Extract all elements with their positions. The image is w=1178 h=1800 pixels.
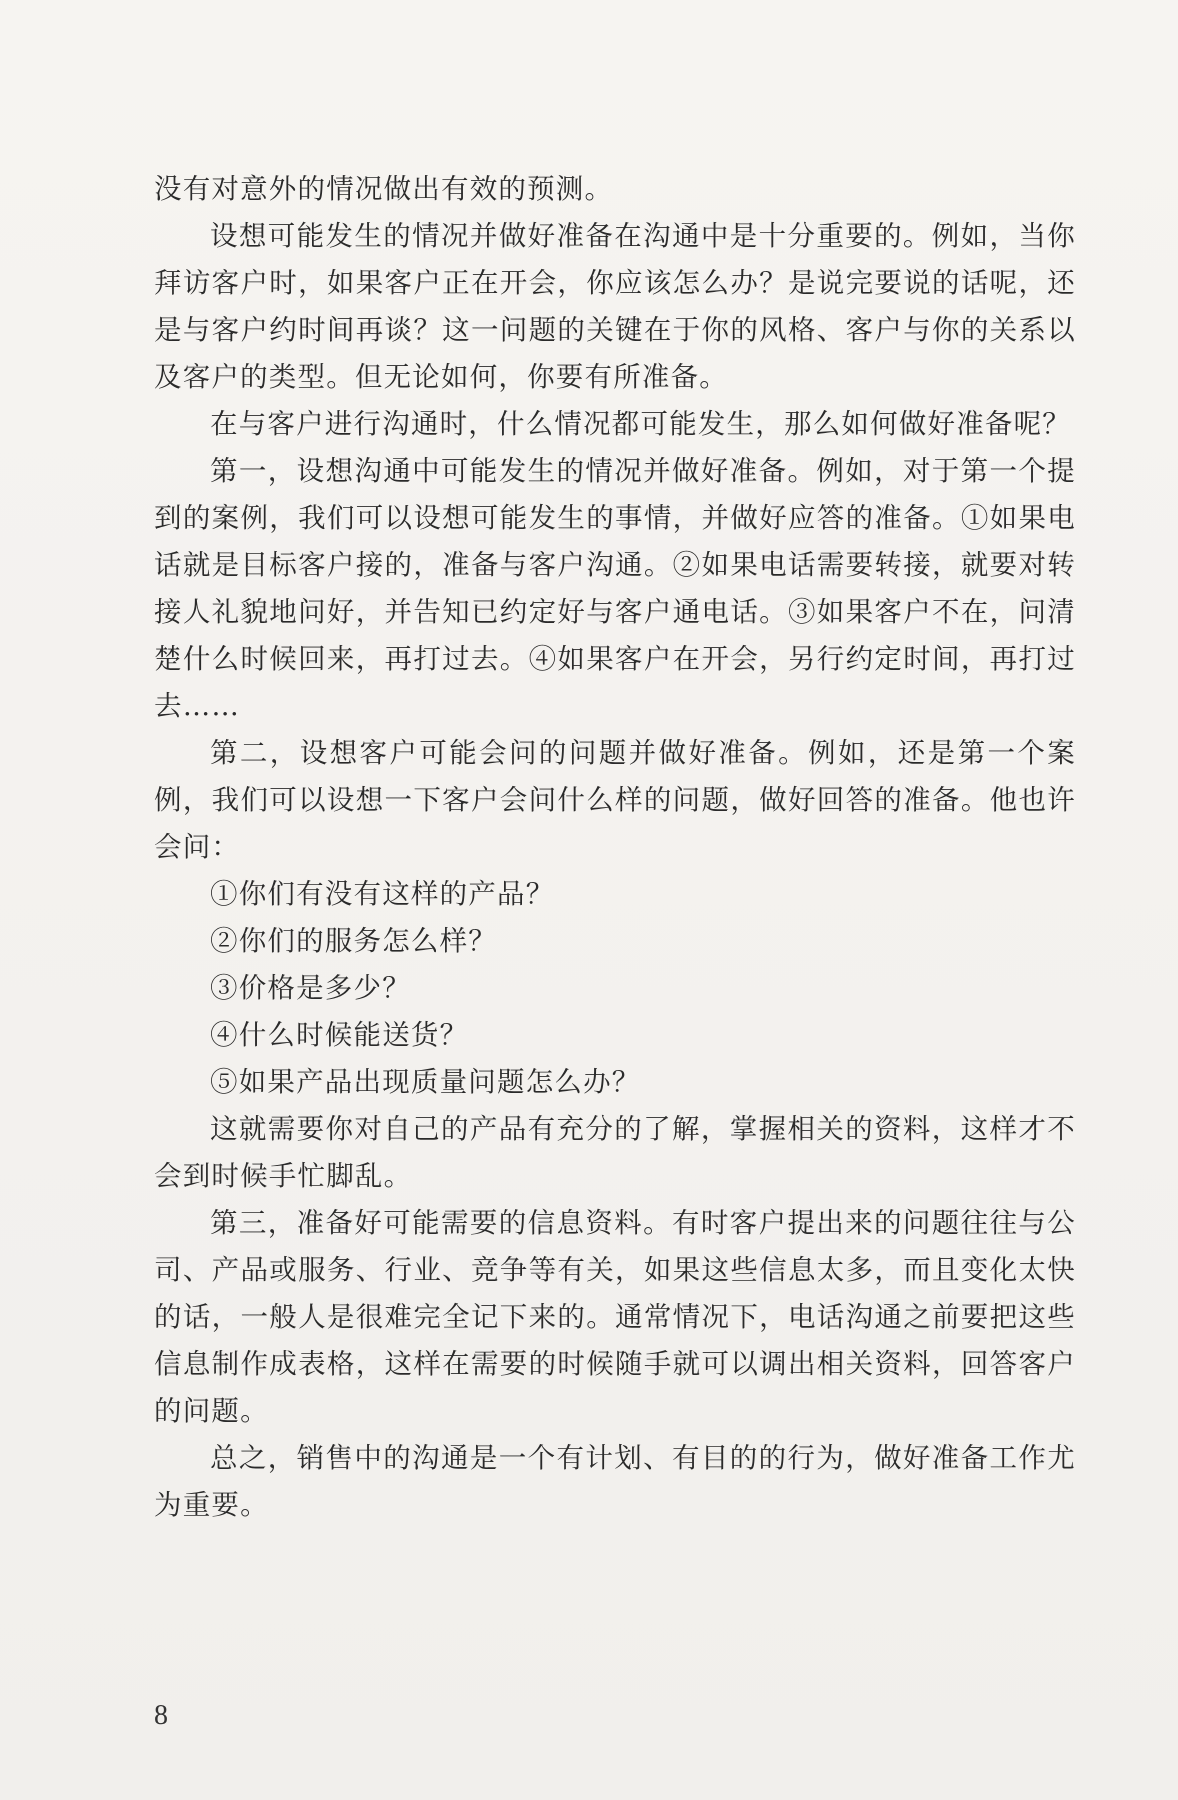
paragraph: 这就需要你对自己的产品有充分的了解，掌握相关的资料，这样才不会到时候手忙脚乱。 <box>154 1113 1076 1192</box>
question-item: ①你们有没有这样的产品？ <box>210 878 555 910</box>
question-item: ③价格是多少？ <box>210 972 411 1004</box>
page-number: 8 <box>154 1700 168 1731</box>
body-text <box>154 166 1076 1529</box>
paragraph: 没有对意外的情况做出有效的预测。 <box>154 173 614 205</box>
paragraph: 第一，设想沟通中可能发生的情况并做好准备。例如，对于第一个提到的案例，我们可以设想可能发生的事情，并做好应答的准备。①如果电话就是目标客户接的，准备与客户沟通。②如果电话需要转接，就要对转接人礼貌地问好，并告知已约定好与客户通电话。③如果客户不在，问清楚什么时候回来，再打过去。④如果客户在开会，另行约定时间，再打过去…… <box>154 455 1076 722</box>
paragraph: 第三，准备好可能需要的信息资料。有时客户提出来的问题往往与公司、产品或服务、行业、竞争等有关，如果这些信息太多，而且变化太快的话，一般人是很难完全记下来的。通常情况下，电话沟通之前要把这些信息制作成表格，这样在需要的时候随手就可以调出相关资料，回答客户的问题。 <box>154 1207 1076 1427</box>
question-item: ②你们的服务怎么样？ <box>210 925 497 957</box>
question-item: ⑤如果产品出现质量问题怎么办？ <box>210 1066 641 1098</box>
paragraph: 总之，销售中的沟通是一个有计划、有目的的行为，做好准备工作尤为重要。 <box>154 1442 1076 1521</box>
paragraph: 第二，设想客户可能会问的问题并做好准备。例如，还是第一个案例，我们可以设想一下客户会问什么样的问题，做好回答的准备。他也许会问： <box>154 737 1076 863</box>
question-item: ④什么时候能送货？ <box>210 1019 469 1051</box>
paragraph: 在与客户进行沟通时，什么情况都可能发生，那么如何做好准备呢？ <box>210 408 1071 440</box>
paragraph: 设想可能发生的情况并做好准备在沟通中是十分重要的。例如，当你拜访客户时，如果客户正在开会，你应该怎么办？是说完要说的话呢，还是与客户约时间再谈？这一问题的关键在于你的风格、客户与你的关系以及客户的类型。但无论如何，你要有所准备。 <box>154 220 1076 393</box>
